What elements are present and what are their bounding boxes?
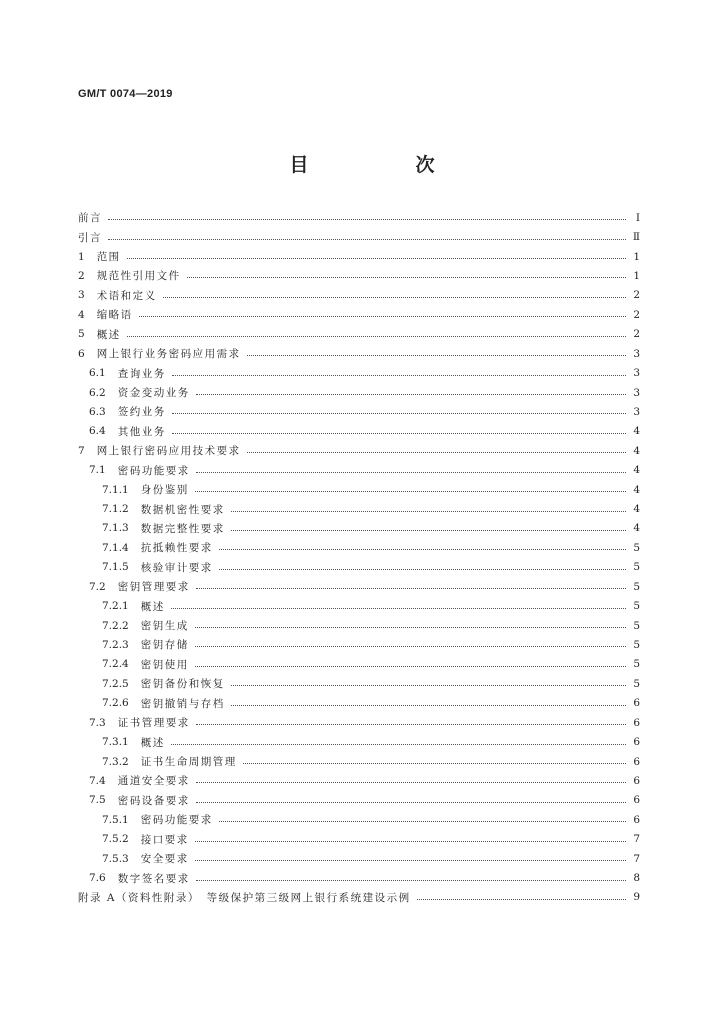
toc-entry[interactable] — [78, 344, 640, 363]
toc-entry-page: 6 — [633, 736, 640, 749]
toc-entry-page: 3 — [633, 367, 640, 380]
dot-leader — [219, 820, 626, 822]
toc-entry-number: 7.2.6 — [102, 697, 129, 710]
toc-entry-page: 4 — [633, 503, 640, 516]
toc-entry-number: 7.6 — [89, 872, 106, 885]
toc-entry-label: 身份鉴别 — [140, 484, 189, 497]
toc-entry[interactable] — [78, 305, 640, 324]
dot-leader — [417, 898, 626, 900]
dot-leader — [196, 801, 626, 803]
toc-entry-page: 4 — [633, 522, 640, 535]
toc-entry-number: 7.2.1 — [102, 600, 129, 613]
toc-entry[interactable] — [78, 577, 640, 596]
toc-entry-number: 4 — [78, 308, 85, 321]
toc-entry-number: 1 — [78, 250, 85, 263]
toc-entry-number: 7.3.2 — [102, 755, 129, 768]
toc-entry-page: 9 — [633, 891, 640, 904]
toc-entry-page: 3 — [633, 405, 640, 418]
dot-leader — [127, 335, 626, 337]
toc-entry-label: 证书管理要求 — [117, 717, 190, 730]
toc-entry[interactable] — [78, 791, 640, 810]
dot-leader — [108, 238, 626, 240]
toc-entry[interactable] — [78, 460, 640, 479]
dot-leader — [196, 723, 626, 725]
toc-entry-label: 范围 — [96, 251, 121, 264]
dot-leader — [195, 626, 626, 628]
toc-entry[interactable] — [78, 538, 640, 557]
toc-entry-number: 7.4 — [89, 774, 106, 787]
dot-leader — [195, 665, 626, 667]
toc-entry[interactable] — [78, 266, 640, 285]
dot-leader — [243, 762, 626, 764]
toc-entry-page: 5 — [633, 619, 640, 632]
toc-entry-page: 1 — [633, 269, 640, 282]
toc-entry-label: 概述 — [140, 736, 165, 749]
toc-entry-label: 密钥管理要求 — [117, 581, 190, 594]
toc-entry[interactable] — [78, 558, 640, 577]
toc-entry-label: 密钥撤销与存档 — [140, 697, 225, 710]
toc-entry[interactable] — [78, 286, 640, 305]
toc-entry-page: 2 — [633, 308, 640, 321]
toc-entry-label: 安全要求 — [140, 853, 189, 866]
toc-entry[interactable] — [78, 480, 640, 499]
toc-entry-number: 7.3 — [89, 716, 106, 729]
dot-leader — [231, 510, 626, 512]
toc-entry[interactable] — [78, 402, 640, 421]
toc-entry-label: 规范性引用文件 — [96, 270, 181, 283]
toc-entry[interactable] — [78, 810, 640, 829]
toc-entry-number: 7.1 — [89, 464, 106, 477]
toc-entry[interactable] — [78, 247, 640, 266]
toc-entry-number: 7.3.1 — [102, 736, 129, 749]
toc-entry[interactable] — [78, 325, 640, 344]
toc-entry-label: 附录 A（资料性附录） 等级保护第三级网上银行系统建设示例 — [78, 891, 411, 904]
toc-entry[interactable] — [78, 499, 640, 518]
toc-entry-page: 4 — [633, 483, 640, 496]
toc-entry-label: 密码功能要求 — [140, 814, 213, 827]
dot-leader — [231, 704, 626, 706]
toc-entry-page: 5 — [633, 658, 640, 671]
toc-entry-page: 6 — [633, 716, 640, 729]
dot-leader — [108, 218, 626, 220]
toc-entry-label: 密钥使用 — [140, 658, 189, 671]
toc-entry-page: 3 — [633, 347, 640, 360]
toc-entry-label: 网上银行密码应用技术要求 — [96, 445, 241, 458]
toc-entry[interactable] — [78, 596, 640, 615]
toc-entry-number: 7.5.3 — [102, 852, 129, 865]
toc-entry-number: 6.4 — [89, 425, 106, 438]
dot-leader — [172, 374, 626, 376]
toc-entry-label: 网上银行业务密码应用需求 — [96, 348, 241, 361]
toc-entry-number: 7 — [78, 444, 85, 457]
toc-entry-label: 密钥生成 — [140, 620, 189, 633]
toc-entry-page: 5 — [633, 580, 640, 593]
toc-entry-label: 概述 — [140, 600, 165, 613]
toc-entry-label: 密钥备份和恢复 — [140, 678, 225, 691]
dot-leader — [196, 471, 626, 473]
toc-entry-label: 密码功能要求 — [117, 464, 190, 477]
table-of-contents — [78, 208, 640, 907]
dot-leader — [231, 529, 626, 531]
toc-entry-page: 5 — [633, 638, 640, 651]
toc-entry-page: 6 — [633, 697, 640, 710]
toc-entry[interactable] — [78, 771, 640, 790]
dot-leader — [196, 393, 626, 395]
toc-entry[interactable] — [78, 732, 640, 751]
dot-leader — [187, 276, 626, 278]
toc-entry-label: 接口要求 — [140, 833, 189, 846]
toc-entry-page: 5 — [633, 600, 640, 613]
toc-entry-label: 查询业务 — [117, 367, 166, 380]
toc-entry-label: 数据机密性要求 — [140, 503, 225, 516]
toc-entry-number: 5 — [78, 328, 85, 341]
toc-entry[interactable] — [78, 674, 640, 693]
dot-leader — [247, 451, 626, 453]
toc-entry[interactable] — [78, 363, 640, 382]
toc-entry-page: 2 — [633, 328, 640, 341]
toc-entry[interactable] — [78, 635, 640, 654]
toc-entry-number: 7.1.1 — [102, 483, 129, 496]
toc-entry-page: 5 — [633, 561, 640, 574]
dot-leader — [195, 840, 626, 842]
toc-entry-label: 缩略语 — [96, 309, 133, 322]
toc-entry-label: 证书生命周期管理 — [140, 756, 237, 769]
dot-leader — [195, 859, 626, 861]
toc-entry-label: 术语和定义 — [96, 289, 157, 302]
dot-leader — [139, 315, 626, 317]
toc-entry-page: Ⅰ — [635, 211, 640, 224]
toc-entry[interactable] — [78, 868, 640, 887]
toc-entry-number: 7.5.2 — [102, 833, 129, 846]
toc-title: 目 次 — [289, 154, 479, 176]
toc-entry-page: 4 — [633, 464, 640, 477]
dot-leader — [196, 587, 626, 589]
toc-entry-label: 资金变动业务 — [117, 387, 190, 399]
toc-entry-page: 6 — [633, 755, 640, 768]
toc-entry-number: 7.2.4 — [102, 658, 129, 671]
toc-entry-number: 7.1.2 — [102, 503, 129, 516]
toc-entry-page: Ⅱ — [632, 231, 640, 244]
dot-leader — [171, 607, 626, 609]
dot-leader — [196, 879, 626, 881]
toc-entry-label: 其他业务 — [117, 425, 166, 438]
toc-entry[interactable] — [78, 441, 640, 460]
toc-entry-page: 7 — [633, 852, 640, 865]
dot-leader — [171, 743, 626, 745]
toc-entry-label: 数据完整性要求 — [140, 522, 225, 535]
dot-leader — [127, 257, 626, 259]
toc-entry-number: 7.5.1 — [102, 813, 129, 826]
toc-entry-page: 6 — [633, 794, 640, 807]
toc-entry-page: 4 — [633, 425, 640, 438]
toc-entry[interactable] — [78, 227, 640, 246]
dot-leader — [163, 296, 626, 298]
toc-entry-number: 6.2 — [89, 386, 106, 399]
dot-leader — [195, 645, 626, 647]
toc-entry-page: 8 — [633, 872, 640, 885]
toc-entry-page: 2 — [633, 289, 640, 302]
toc-entry-number: 7.5 — [89, 794, 106, 807]
toc-entry-page: 6 — [633, 813, 640, 826]
toc-entry-number: 7.2.2 — [102, 619, 129, 632]
toc-entry-number: 6.3 — [89, 405, 106, 418]
toc-entry-label: 引言 — [78, 231, 102, 244]
toc-entry-label: 前言 — [78, 212, 102, 225]
toc-entry[interactable] — [78, 713, 640, 732]
toc-entry-number: 7.1.5 — [102, 561, 129, 574]
dot-leader — [219, 548, 626, 550]
dot-leader — [219, 568, 626, 570]
toc-entry-page: 1 — [633, 250, 640, 263]
toc-entry-page: 3 — [633, 386, 640, 399]
dot-leader — [195, 490, 626, 492]
toc-entry[interactable] — [78, 616, 640, 635]
dot-leader — [231, 684, 626, 686]
toc-entry-label: 密码设备要求 — [117, 794, 190, 807]
toc-entry-page: 6 — [633, 774, 640, 787]
toc-entry[interactable] — [78, 208, 640, 227]
toc-entry[interactable] — [78, 752, 640, 771]
toc-entry-number: 6 — [78, 347, 85, 360]
toc-entry-page: 5 — [633, 541, 640, 554]
toc-entry[interactable] — [78, 383, 640, 402]
toc-entry-number: 7.2.5 — [102, 677, 129, 690]
toc-entry-label: 概述 — [96, 328, 121, 341]
toc-entry[interactable] — [78, 422, 640, 441]
toc-entry-number: 2 — [78, 269, 85, 282]
toc-entry-number: 7.1.4 — [102, 541, 129, 554]
dot-leader — [172, 412, 626, 414]
dot-leader — [172, 432, 626, 434]
toc-entry-label: 签约业务 — [117, 406, 166, 419]
toc-entry-number: 6.1 — [89, 367, 106, 380]
dot-leader — [196, 781, 626, 783]
toc-entry[interactable] — [78, 830, 640, 849]
toc-entry[interactable] — [78, 888, 640, 907]
toc-entry-label: 密钥存储 — [140, 639, 189, 652]
toc-entry-page: 7 — [633, 833, 640, 846]
document-code: GM/T 0074—2019 — [78, 88, 173, 100]
toc-entry-label: 核验审计要求 — [140, 561, 213, 574]
toc-entry[interactable] — [78, 849, 640, 868]
toc-entry-label: 数字签名要求 — [117, 872, 190, 885]
toc-entry-number: 7.2.3 — [102, 638, 129, 651]
toc-entry-label: 通道安全要求 — [117, 775, 190, 788]
toc-entry-number: 7.2 — [89, 580, 106, 593]
toc-entry-number: 3 — [78, 289, 85, 302]
toc-entry[interactable] — [78, 655, 640, 674]
toc-entry[interactable] — [78, 519, 640, 538]
toc-entry[interactable] — [78, 694, 640, 713]
toc-entry-number: 7.1.3 — [102, 522, 129, 535]
toc-entry-page: 5 — [633, 677, 640, 690]
toc-entry-label: 抗抵赖性要求 — [140, 542, 213, 555]
dot-leader — [247, 354, 626, 356]
toc-entry-page: 4 — [633, 444, 640, 457]
